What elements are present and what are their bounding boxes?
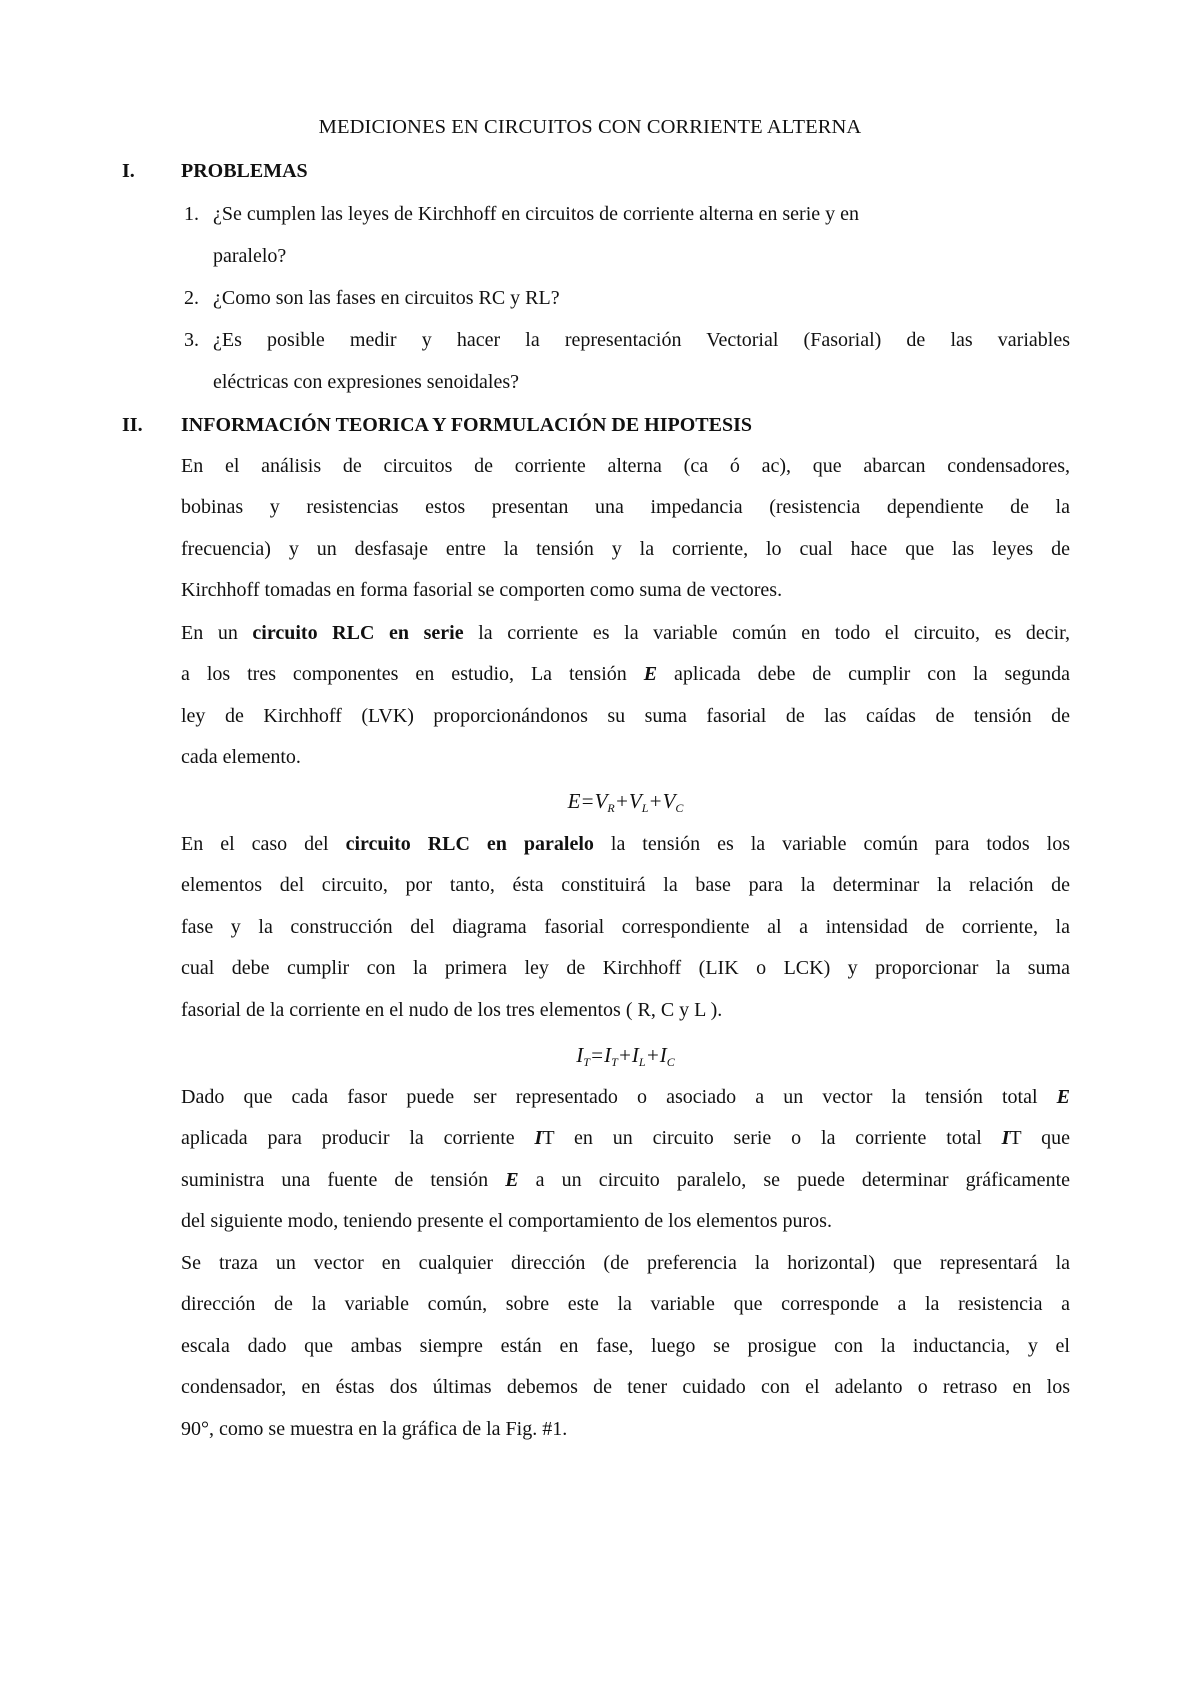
item-text: eléctricas con expresiones senoidales? — [213, 371, 519, 393]
section-heading-problemas — [122, 160, 308, 183]
item-text: ¿Se cumplen las leyes de Kirchhoff en circuitos de corriente alterna en serie y en — [213, 203, 860, 225]
variable-e: E — [1056, 1086, 1070, 1108]
section-title: PROBLEMAS — [181, 160, 308, 182]
text-line: Dado que cada fasor puede ser representado o asociado a un vector la tensión total E — [181, 1086, 1070, 1108]
variable-e: E — [643, 663, 658, 686]
text-line: bobinas y resistencias estos presentan una impedancia (resistencia dependiente de la — [181, 496, 1070, 519]
paragraph-fasor — [181, 1077, 1070, 1243]
variable-e: E — [505, 1168, 519, 1191]
list-item — [184, 319, 1070, 403]
bold-term: circuito RLC en paralelo — [345, 833, 594, 855]
paragraph-intro — [181, 446, 1070, 612]
equation-series-voltage: $E=V_R+V_L+V_C$ — [567, 789, 684, 815]
equation-parallel-current: $I_T=I_T+I_L+I_C$ — [576, 1043, 675, 1069]
variable-i: I — [1001, 1127, 1010, 1150]
text-line: a los tres componentes en estudio, La tensión E aplicada debe de cumplir con la segunda — [181, 663, 1070, 686]
section-heading-informacion — [122, 414, 752, 437]
paragraph-paralelo — [181, 824, 1070, 1031]
text-line: En un circuito RLC en serie la corriente es la variable común en todo el circuito, es decir, — [181, 622, 1070, 644]
text-line: condensador, en éstas dos últimas debemos de tener cuidado con el adelanto o retraso en los — [181, 1376, 1070, 1399]
text-line: Kirchhoff tomadas en forma fasorial se comporten como suma de vectores. — [181, 579, 783, 602]
text-line: fasorial de la corriente en el nudo de los tres elementos ( R, C y L ). — [181, 998, 723, 1021]
paragraph-serie — [181, 613, 1070, 779]
section-number: II. — [122, 414, 143, 436]
list-item — [184, 277, 1070, 319]
text-line: cada elemento. — [181, 746, 301, 769]
paragraph-vector — [181, 1243, 1070, 1450]
document-title: MEDICIONES EN CIRCUITOS CON CORRIENTE ALTERNA — [318, 116, 862, 138]
item-text: paralelo? — [213, 245, 287, 267]
text-line: Se traza un vector en cualquier dirección (de preferencia la horizontal) que representará la — [181, 1252, 1070, 1274]
text-line: elementos del circuito, por tanto, ésta constituirá la base para la determinar la relación de — [181, 874, 1070, 897]
text-line: escala dado que ambas siempre están en fase, luego se prosigue con la inductancia, y el — [181, 1334, 1070, 1357]
section-title: INFORMACIÓN TEORICA Y FORMULACIÓN DE HIPOTESIS — [181, 414, 752, 436]
text-line: 90°, como se muestra en la gráfica de la Fig. #1. — [181, 1417, 568, 1440]
text-line: cual debe cumplir con la primera ley de Kirchhoff (LIK o LCK) y proporcionar la suma — [181, 957, 1070, 980]
item-text: ¿Como son las fases en circuitos RC y RL? — [213, 287, 560, 309]
bold-term: circuito RLC en serie — [252, 622, 464, 644]
text-line: En el análisis de circuitos de corriente alterna (ca ó ac), que abarcan condensadores, — [181, 455, 1070, 477]
list-number: 1. — [184, 203, 199, 225]
text-line: del siguiente modo, teniendo presente el comportamiento de los elementos puros. — [181, 1210, 832, 1233]
text-line: En el caso del circuito RLC en paralelo la tensión es la variable común para todos los — [181, 833, 1070, 855]
text-line: ley de Kirchhoff (LVK) proporcionándonos su suma fasorial de las caídas de tensión de — [181, 704, 1070, 727]
text-line: frecuencia) y un desfasaje entre la tensión y la corriente, lo cual hace que las leyes de — [181, 537, 1070, 560]
list-number: 3. — [184, 329, 199, 351]
text-line: dirección de la variable común, sobre este la variable que corresponde a la resistencia a — [181, 1293, 1070, 1316]
variable-i: I — [534, 1127, 543, 1150]
list-number: 2. — [184, 287, 199, 309]
item-text: ¿Es posible medir y hacer la representación Vectorial (Fasorial) de las variables — [213, 329, 1070, 351]
text-line: fase y la construcción del diagrama fasorial correspondiente al a intensidad de corriente, la — [181, 915, 1070, 938]
list-item — [184, 193, 1070, 277]
text-line: suministra una fuente de tensión E a un circuito paralelo, se puede determinar gráficamente — [181, 1168, 1070, 1191]
text-line: aplicada para producir la corriente IT en un circuito serie o la corriente total IT que — [181, 1127, 1070, 1150]
section-number: I. — [122, 160, 135, 182]
